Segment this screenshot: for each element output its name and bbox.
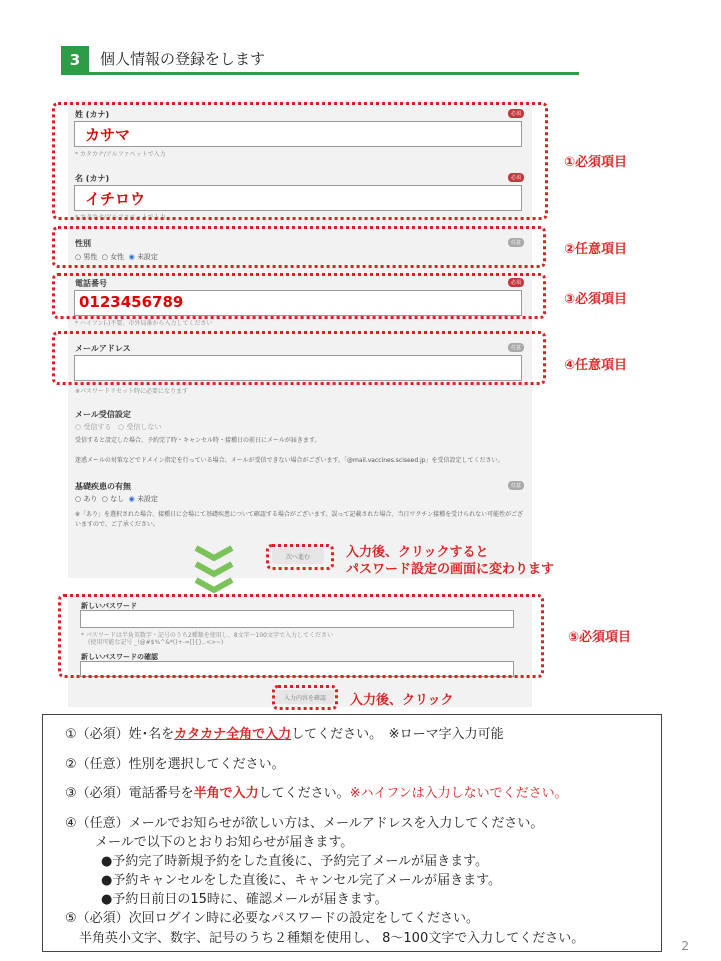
page-number: 2 — [681, 939, 689, 953]
confirm-password-label: 新しいパスワードの確認 — [81, 653, 158, 661]
down-chevron-icon — [192, 544, 236, 596]
phone-value: 0123456789 — [79, 293, 184, 311]
mail-receive-radio[interactable]: ○ 受信する — [75, 423, 112, 431]
step-number-badge: 3 — [61, 46, 89, 74]
note-line-4e: ●予約日前日の15時に、確認メールが届きます。 — [101, 892, 388, 907]
highlight-phone — [52, 273, 546, 319]
new-password-hint: * パスワードは半角英数字・記号のうち2種類を使用し、8文字～100文字で入力してください — [81, 632, 333, 639]
gender-radio-male[interactable]: ○ 男性 — [75, 253, 98, 261]
note-line-4d: ●予約キャンセルをした直後に、キャンセル完了メールが届きます。 — [101, 873, 502, 888]
phone-hint: * ハイフン(-)不要。市外局番から入力してください — [75, 320, 213, 327]
optional-badge: 任意 — [508, 481, 524, 490]
first-name-value: イチロウ — [85, 190, 146, 208]
gender-radio-female[interactable]: ○ 女性 — [101, 253, 125, 261]
highlight-email — [52, 331, 546, 385]
highlight-name-fields — [52, 102, 548, 220]
mail-setting-text1: 受信すると設定した場合、予約完了時・キャンセル時・接種日の前日にメールが届きます。 — [75, 437, 321, 444]
disease-radio-unset[interactable]: ◉ 未設定 — [128, 495, 158, 503]
note-line-2: ②（任意）性別を選択してください。 — [65, 757, 285, 772]
note-line-4c: ●予約完了時新規予約をした直後に、予約完了メールが届きます。 — [101, 854, 489, 869]
click-note-line2: パスワード設定の画面に変わります — [346, 562, 555, 577]
mail-setting-radio-group — [75, 422, 161, 432]
annotation-2: ②任意項目 — [564, 242, 628, 257]
disease-radio-no[interactable]: ○ なし — [101, 495, 125, 503]
optional-badge: 任意 — [508, 238, 524, 247]
required-badge: 必須 — [508, 109, 524, 118]
note-line-4a: ④（任意）メールでお知らせが欲しい方は、メールアドレスを入力してください。 — [65, 816, 544, 831]
mail-setting-label: メール受信設定 — [75, 410, 131, 419]
optional-badge: 任意 — [508, 343, 524, 352]
highlight-confirm-button — [272, 685, 338, 710]
highlight-gender — [52, 226, 546, 268]
last-name-label: 姓 (カナ) — [75, 110, 110, 119]
required-badge: 必須 — [508, 278, 524, 287]
last-name-hint: * カタカナ/アルファベットで入力 — [75, 151, 166, 158]
section-title: 個人情報の登録をします — [100, 50, 266, 68]
section-underline — [61, 72, 579, 75]
note-line-3: ③（必須）電話番号を半角で入力してください。※ハイフンは入力しないでください。 — [65, 786, 568, 801]
next-button[interactable]: 次へ進む — [272, 548, 324, 564]
email-label: メールアドレス — [75, 344, 131, 353]
click-note-line3: 入力後、クリック — [350, 693, 454, 708]
instructions-box — [42, 714, 662, 952]
email-hint: ※パスワードリセット時に必要になります — [75, 388, 188, 395]
note-line-5b: 半角英小文字、数字、記号のうち２種類を使用し、 8～100文字で入力してください。 — [79, 931, 585, 946]
mail-setting-text2: 迷惑メールの対策などでドメイン指定を行っている場合、メールが受信できない場合がございます。「@mail.vaccines.sciseed.jp」を受信設定してください。 — [75, 457, 504, 464]
disease-radio-yes[interactable]: ○ あり — [75, 495, 98, 503]
disease-text: ※「あり」を選択された場合、接種日に会場にて基礎疾患について確認する場合がございます。誤って記載された場合、当日ワクチン接種を受けられない可能性がございますので、ご了承ください。 — [75, 511, 524, 528]
highlight-password — [58, 594, 544, 678]
highlight-next-button — [266, 544, 334, 570]
phone-label: 電話番号 — [75, 279, 107, 288]
required-badge: 必須 — [508, 173, 524, 182]
annotation-5: ⑤必須項目 — [568, 630, 632, 645]
click-note-line1: 入力後、クリックすると — [346, 545, 489, 560]
annotation-1: ①必須項目 — [564, 155, 628, 170]
confirm-input-button[interactable]: 入力内容を確認 — [276, 690, 334, 704]
first-name-hint: * カタカナ/アルファベットで入力 — [75, 214, 166, 221]
note-line-1: ①（必須）姓･名をカタカナ全角で入力してください。 ※ローマ字入力可能 — [65, 727, 504, 742]
annotation-4: ④任意項目 — [564, 358, 628, 373]
annotation-3: ③必須項目 — [564, 292, 628, 307]
disease-label: 基礎疾患の有無 — [75, 482, 131, 491]
new-password-hint2: (使用可能な記号 _!@#$%^&*()+-=[]{},.<>~) — [88, 639, 224, 646]
first-name-label: 名 (カナ) — [75, 174, 110, 183]
mail-reject-radio[interactable]: ○ 受信しない — [118, 423, 162, 431]
disease-radio-group — [75, 494, 158, 504]
note-line-5a: ⑤（必須）次回ログイン時に必要なパスワードの設定をしてください。 — [65, 911, 480, 926]
gender-radio-unset[interactable]: ◉ 未設定 — [128, 253, 158, 261]
note-line-4b: メールで以下のとおりお知らせが届きます。 — [95, 835, 354, 850]
new-password-label: 新しいパスワード — [81, 602, 137, 610]
gender-label: 性別 — [75, 239, 91, 248]
last-name-value: カサマ — [85, 126, 131, 144]
